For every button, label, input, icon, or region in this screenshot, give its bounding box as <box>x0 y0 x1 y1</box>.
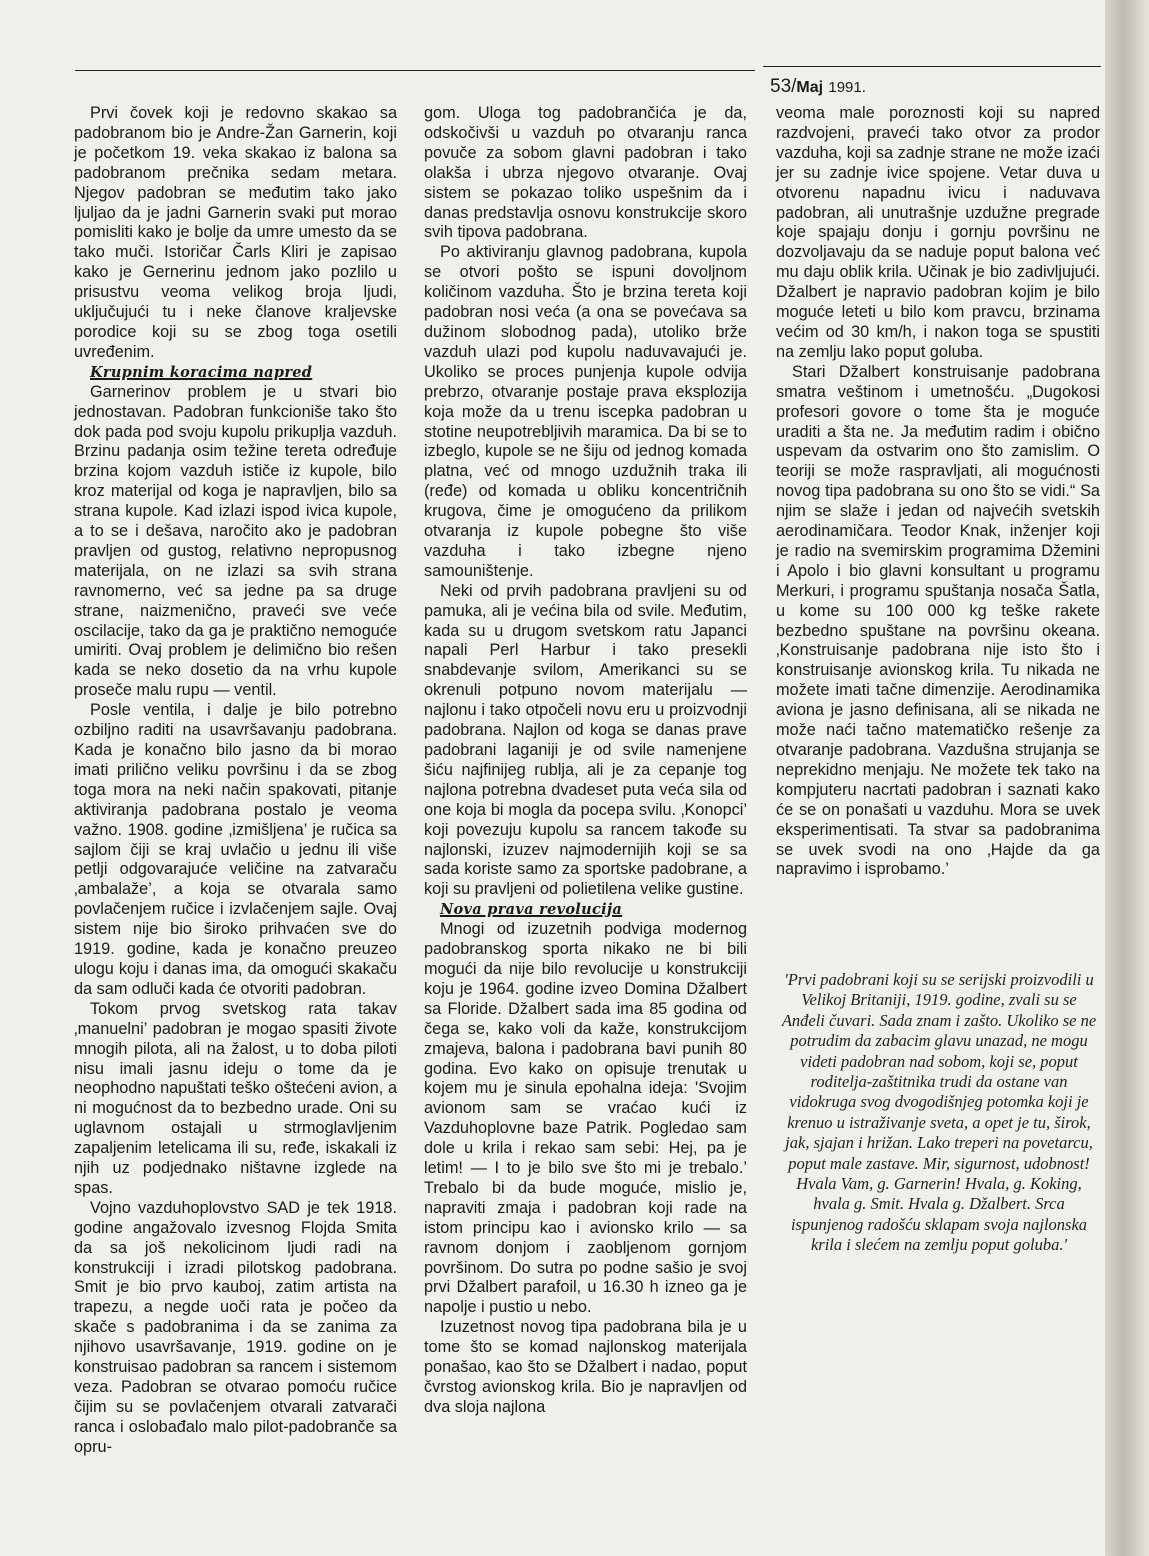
page-edge <box>1105 0 1149 1556</box>
paragraph: Prvi čovek koji je redovno skakao sa padobranom bio je Andre-Žan Garnerin, koji je početkom 19. veka skakao iz balona sa padobranom prečnika sedam metara. Njegov padobran se međutim tako jako ljuljao da je jadni Garnerin svaki put morao pomisliti kako je bolje da umre umesto da se tako muči. Istoričar Čarls Kliri je zapisao kako je Gernerinu jednom jako pozlilo u prisustvu veoma velikog broja ljudi, uključujući tu i neke članove kraljevske porodice koji su se zbog toga osetili uvređenim. <box>74 104 397 361</box>
pull-quote: 'Prvi padobrani koji su se serijski proizvodili u Velikoj Britaniji, 1919. godine, zvali su se Anđeli čuvari. Sada znam i zašto. Ukoliko se ne potrudim da zabacim glavu unazad, ne mogu videti padobran nad sobom, koji se, poput roditelja-zaštitnika trudi da ostane van vidokruga svog dvogodišnjeg potomka koji je krenuo u istraživanje sveta, a opet je tu, širok, jak, sjajan i hrižan. Lako treperi na povetarcu, poput male zastave. Mir, sigurnost, udobnost! Hvala Vam, g. Garnerin! Hvala, g. Koking, hvala g. Smit. Hvala g. Džalbert. Srca ispunjenog radošću sklapam svoja najlonska krila i slećem na zemlju poput goluba.' <box>781 970 1097 1255</box>
paragraph: gom. Uloga tog padobrančića je da, odskočivši u vazduh po otvaranju ranca povuče za sobom glavni padobran i tako olakša i ubrza njegovo otvaranje. Ovaj sistem se pokazao toliko uspešnim da i danas predstavlja osnovu konstrukcije skoro svih tipova padobrana. <box>424 104 747 242</box>
paragraph: Tokom prvog svetskog rata takav ‚manuelni’ padobran je mogao spasiti živote mnogih pilota, ali na žalost, u to doba piloti nisu imali jasnu ideju o tome da je neophodno napuštati teško oštećeni avion, a ni mogućnost da to bezbedno urade. Oni su uglavnom ostajali u strmoglavljenim zapaljenim letelicama ili su, ređe, iskakali iz njih uz podjednako ništavne izglede na spas. <box>74 999 397 1197</box>
paragraph: Izuzetnost novog tipa padobrana bila je u tome što se komad najlonskog materijala ponašao, kao što se Džalbert i nadao, poput čvrstog avionskog krila. Bio je napravljen od dva sloja najlona <box>424 1318 747 1416</box>
section-heading: Nova prava revolucija <box>440 901 623 919</box>
column-3 <box>776 104 1100 880</box>
issue-month: Maj <box>796 79 824 96</box>
top-rule <box>75 70 755 71</box>
paragraph: Neki od prvih padobrana pravljeni su od pamuka, ali je većina bila od svile. Međutim, kada su u drugom svetskom ratu Japanci napali Perl Harbur i tako presekli snabdevanje svilom, Amerikanci su se okrenuli potpuno novom materijalu — najlonu i tako otpočeli novu eru u proizvodnji padobrana. Najlon od koga se danas prave padobrani laganiji je od svile namenjene šiću najfinijeg rublja, ali je za cepanje tog najlona potrebna dvadeset puta veća sila od one koja bi mogla da pocepa svilu. ‚Konopci’ koji povezuju kupolu sa rancem takođe su najlonski, izuzev najmodernijih koji se sa sada koriste samo za sportske padobrane, a koji su pravljeni od polietilena velike gustine. <box>424 581 747 899</box>
paragraph: Mnogi od izuzetnih podviga modernog padobranskog sporta nikako ne bi bili mogući da nije bilo revolucije u konstrukciji koju je 1964. godine izveo Domina Džalbert sa Floride. Džalbert sada ima 85 godina od čega se, kako voli da kaže, konstrukcijom zmajeva, balona i padobrana bavi punih 80 godina. Evo kako on opisuje trenutak u kojem mu je sinula epohalna ideja: 'Svojim avionom sam se vraćao kući iz Vazduhoplovne baze Patrik. Pogledao sam dole u krila i rekao sam sebi: Hej, pa je letim! — I to je bilo sve što mi je trebalo.’ Trebalo bi da bude moguće, mislio je, napraviti zmaja i padobran koji rade na istom principu kao i avionsko krilo — sa ravnom donjom i zaobljenom gornjom površinom. Do sutra po podne sašio je svoj prvi Džalbert parafoil, u 16.30 h izneo ga je napolje i pustio u nebo. <box>424 920 747 1317</box>
issue-year: 1991. <box>828 79 866 96</box>
paragraph: Posle ventila, i dalje je bilo potrebno ozbiljno raditi na usavršavanju padobrana. Kada je konačno bilo jasno da bi morao imati prilično veliku površinu i da se zbog toga mora na neki način spakovati, pitanje aktiviranja padobrana postalo je veoma važno. 1908. godine ‚izmišljena’ je ručica sa sajlom čiji se kraj uvlačio u jednu ili više petlji odgovarajuće veličine na zatvaraču ‚ambalaže’, a koja se otvarala samo povlačenjem ručice i izvlačenjem sajle. Ovaj sistem nije bio široko prihvaćen sve do 1919. godine, kada je konačno preuzeo ulogu koju i danas ima, da omogući skakaču da sam odluči kada će otvoriti padobran. <box>74 701 397 998</box>
paragraph: veoma male poroznosti koji su napred razdvojeni, praveći tako otvor za prodor vazduha, koji sa zadnje strane ne može izaći jer su zadnje ivice spojene. Vetar duva u otvorenu napadnu ivicu i naduvava padobran, ali unutrašnje uzdužne pregrade koje spajaju donju i gornju površinu ne dozvoljavaju da se naduje poput balona već mu daju oblik krila. Učinak je bio zadivljujući. Džalbert je napravio padobran kojim je bilo moguće leteti u bilo kom pravcu, brzinama većim od 30 km/h, i nakon toga se spustiti na zemlju lako poput goluba. <box>776 104 1100 361</box>
page-number: 53/ <box>770 76 797 97</box>
section-heading: Krupnim koracima napred <box>90 363 313 381</box>
top-rule-right <box>763 66 1101 67</box>
paragraph: Garnerinov problem je u stvari bio jednostavan. Padobran funkcioniše tako što dok pada pod svoju kupolu prikuplja vazduh. Brzinu padanja osim težine tereta određuje brzina kojom vazduh ističe iz kupole, bilo kroz materijal od koga je napravljen, bilo sa strana kupole. Kad izlazi ispod ivica kupole, a to se i dešava, naročito ako je padobran pravljen od gustog, relativno nepropusnog materijala, on ne izlazi sa svih strana ravnomerno, već sa jedne pa sa druge strane, naizmenično, praveći sve veće oscilacije, tako da ga je praktično nemoguće umiriti. Ovaj problem je delimično bio rešen kada se neko dosetio da na vrhu kupole proseče malu rupu — ventil. <box>74 382 397 700</box>
paragraph: Po aktiviranju glavnog padobrana, kupola se otvori pošto se ispuni dovoljnom količinom vazduha. Što je brzina tereta koji padobran nosi veća (a ona se povećava sa dužinom slobodnog pada), utoliko brže vazduh ulazi pod kupolu naduvavajući je. Ukoliko se proces punjenja kupole odvija prebrzo, otvaranje postaje prava eksplozija koja može da u trenu iscepka padobran u stotine neupotrebljivih maramica. Da bi se to izbeglo, kupole se ne šiju od jednog komada platna, već od mnogo uzdužnih traka ili (ređe) od komada u obliku koncentričnih krugova, čime je omogućeno da prilikom otvaranja iz kupole pobegne što više vazduha i tako izbegne njeno samouništenje. <box>424 243 747 580</box>
page-header <box>770 76 866 99</box>
paragraph: Stari Džalbert konstruisanje padobrana smatra veštinom i umetnošću. „Dugokosi profesori govore o tome šta je moguće uraditi a šta ne. Ja međutim radim i obično uspevam da ostvarim ono što zamislim. O teoriji se može raspravljati, ali mogućnosti novog tipa padobrana su ono što se vidi.“ Sa njim se slaže i jedan od najvećih svetskih aerodinamičara. Teodor Knak, inženjer koji je radio na svemirskim programima Džemini i Apolo i bio glavni konsultant u programu Merkuri, i programu spuštanja nosača Šatla, u kome su 100 000 kg teške rakete bezbedno spuštane na površinu okeana. ‚Konstruisanje padobrana nije isto što i konstruisanje avionskog krila. Tu nikada ne možete imati tačne dimenzije. Aerodinamika aviona je jasno definisana, ali se nikada ne može naći tačno matematičko rešenje za otvaranje padobrana. Vazdušna strujanja se neprekidno menjaju. Ne možete tek tako na kompjuteru nacrtati padobran i saznati kako će se on ponašati u vazduhu. Mora se uvek eksperimentisati. Ta stvar sa padobranima se uvek svodi na ono ‚Hajde da ga napravimo i isprobamo.’ <box>776 362 1100 879</box>
paragraph: Vojno vazduhoplovstvo SAD je tek 1918. godine angažovalo izvesnog Flojda Smita da sa još nekolicinom ljudi radi na konstrukciji i izradi pilotskog padobrana. Smit je bio prvo kauboj, zatim artista na trapezu, a negde uoči rata je počeo da skače s padobranima i da se zanima za njihovo usavršavanje, 1919. godine on je konstruisao padobran sa rancem i sistemom veza. Padobran se otvarao pomoću ručice čijim su se povlačenjem otvarali zatvarači ranca i oslobađalo malo pilot-padobranče sa opru- <box>74 1198 397 1456</box>
column-2 <box>424 104 747 1418</box>
column-1 <box>74 104 397 1458</box>
